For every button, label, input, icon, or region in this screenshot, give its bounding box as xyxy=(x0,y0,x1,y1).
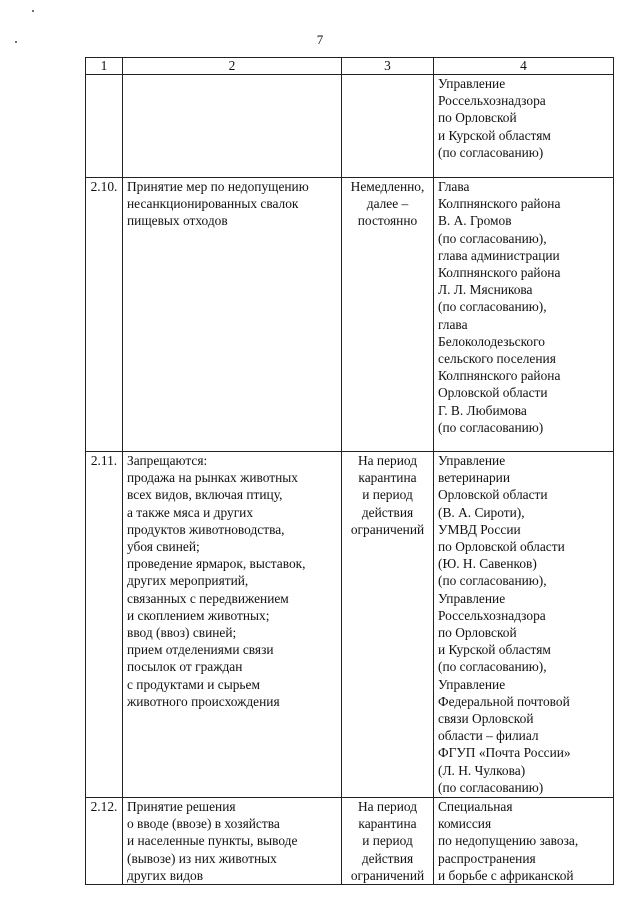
cell-line: Россельхознадзора xyxy=(438,607,546,623)
term-cell xyxy=(342,452,434,798)
table-row xyxy=(86,178,614,452)
responsible-cell xyxy=(434,798,614,885)
cell-line: (Ю. Н. Савенков) xyxy=(438,556,537,572)
column-number: 2 xyxy=(123,58,342,75)
cell-line: (по согласованию), xyxy=(438,573,547,589)
cell-line: проведение ярмарок, выставок, xyxy=(127,556,306,572)
cell-line: Колпнянского района xyxy=(438,196,561,212)
cell-line: по Орловской xyxy=(438,110,517,126)
cell-line: Орловской области xyxy=(438,487,548,503)
measure-cell xyxy=(123,75,342,178)
cell-line: далее – xyxy=(366,196,409,212)
cell-line: (по согласованию) xyxy=(438,144,544,160)
cell-line: убоя свиней; xyxy=(127,539,200,555)
cell-line: посылок от граждан xyxy=(127,659,243,675)
cell-line: Принятие мер по недопущению xyxy=(127,179,309,194)
cell-line: Управление xyxy=(438,453,506,468)
term-cell xyxy=(342,178,434,452)
cell-line: области – филиал xyxy=(438,728,539,744)
cell-line: Специальная xyxy=(438,799,513,814)
cell-line: (по согласованию) xyxy=(438,779,544,795)
item-number: 2.11. xyxy=(86,452,123,798)
cell-line: Федеральной почтовой xyxy=(438,693,570,709)
cell-line: и борьбе с африканской xyxy=(438,867,574,883)
cell-line: (вывозе) из них животных xyxy=(127,850,277,866)
cell-line: ввод (ввоз) свиней; xyxy=(127,625,237,641)
cell-line: Л. Л. Мясникова xyxy=(438,282,533,298)
column-number: 1 xyxy=(86,58,123,75)
column-number: 4 xyxy=(434,58,614,75)
cell-line: глава администрации xyxy=(438,247,560,263)
cell-line: продуктов животноводства, xyxy=(127,521,285,537)
table-row xyxy=(86,75,614,178)
cell-line: ограничений xyxy=(350,867,425,883)
cell-line: распространения xyxy=(438,850,536,866)
measure-cell xyxy=(123,178,342,452)
cell-line: по Орловской области xyxy=(438,539,565,555)
term-cell xyxy=(342,798,434,885)
cell-line: прием отделениями связи xyxy=(127,642,274,658)
cell-line: Управление xyxy=(438,76,506,91)
cell-line: ветеринарии xyxy=(438,470,510,486)
cell-line: действия xyxy=(361,504,414,520)
item-number: 2.10. xyxy=(86,178,123,452)
cell-line: и период xyxy=(362,487,413,503)
cell-line: животного происхождения xyxy=(127,693,280,709)
cell-line: На период xyxy=(357,453,418,468)
responsible-cell xyxy=(434,452,614,798)
cell-line: продажа на рынках животных xyxy=(127,470,298,486)
column-numbers-row xyxy=(86,58,614,75)
cell-line: а также мяса и других xyxy=(127,504,254,520)
cell-line: В. А. Громов xyxy=(438,213,512,229)
cell-line: связанных с передвижением xyxy=(127,590,289,606)
cell-line: и Курской областям xyxy=(438,642,551,658)
cell-line: Г. В. Любимова xyxy=(438,402,527,418)
table-row xyxy=(86,798,614,885)
table-body xyxy=(86,58,614,885)
item-number xyxy=(86,75,123,178)
cell-line: УМВД России xyxy=(438,521,521,537)
cell-line: по недопущению завоза, xyxy=(438,833,579,849)
cell-line: пищевых отходов xyxy=(127,213,228,229)
cell-line: (по согласованию), xyxy=(438,299,547,315)
page-number: 7 xyxy=(316,32,324,47)
cell-line: и Курской областям xyxy=(438,127,551,143)
column-number: 3 xyxy=(342,58,434,75)
table-row xyxy=(86,452,614,798)
cell-line: связи Орловской xyxy=(438,711,534,727)
item-number: 2.12. xyxy=(86,798,123,885)
responsible-cell xyxy=(434,178,614,452)
cell-line: других мероприятий, xyxy=(127,573,249,589)
cell-line: Принятие решения xyxy=(127,799,236,814)
cell-line: Управление xyxy=(438,676,506,692)
cell-line: (по согласованию) xyxy=(438,419,544,435)
responsible-cell xyxy=(434,75,614,178)
cell-line: (по согласованию), xyxy=(438,659,547,675)
term-cell xyxy=(342,75,434,178)
cell-line: Немедленно, xyxy=(350,179,425,194)
cell-line: ФГУП «Почта России» xyxy=(438,745,571,761)
cell-line: (В. А. Сироти), xyxy=(438,504,525,520)
cell-line: постоянно xyxy=(357,213,418,229)
cell-line: ограничений xyxy=(350,521,425,537)
cell-line: с продуктами и сырьем xyxy=(127,676,260,692)
cell-line: Запрещаются: xyxy=(127,453,208,468)
cell-line: и период xyxy=(362,833,413,849)
cell-line: и скоплением животных; xyxy=(127,607,270,623)
cell-line: (Л. Н. Чулкова) xyxy=(438,762,526,778)
cell-line: карантина xyxy=(358,816,417,832)
cell-line: Орловской области xyxy=(438,385,548,401)
cell-line: сельского поселения xyxy=(438,351,556,367)
cell-line: несанкционированных свалок xyxy=(127,196,299,212)
cell-line: Колпнянского района xyxy=(438,368,561,384)
cell-line: по Орловской xyxy=(438,625,517,641)
cell-line: всех видов, включая птицу, xyxy=(127,487,283,503)
measure-cell xyxy=(123,452,342,798)
cell-line: глава xyxy=(438,316,468,332)
measure-cell xyxy=(123,798,342,885)
scan-speck xyxy=(32,10,34,12)
measures-table xyxy=(85,57,614,885)
cell-line: (по согласованию), xyxy=(438,230,547,246)
cell-line: действия xyxy=(361,850,414,866)
cell-line: Управление xyxy=(438,590,506,606)
cell-line: Глава xyxy=(438,179,470,194)
cell-line: Колпнянского района xyxy=(438,265,561,281)
cell-line: и населенные пункты, выводе xyxy=(127,833,298,849)
cell-line: других видов xyxy=(127,867,204,883)
cell-line: На период xyxy=(357,799,418,814)
cell-line: Белоколодезьского xyxy=(438,333,545,349)
cell-line: Россельхознадзора xyxy=(438,93,546,109)
cell-line: карантина xyxy=(358,470,417,486)
cell-line: о вводе (ввозе) в хозяйства xyxy=(127,816,280,832)
cell-line: комиссия xyxy=(438,816,492,832)
